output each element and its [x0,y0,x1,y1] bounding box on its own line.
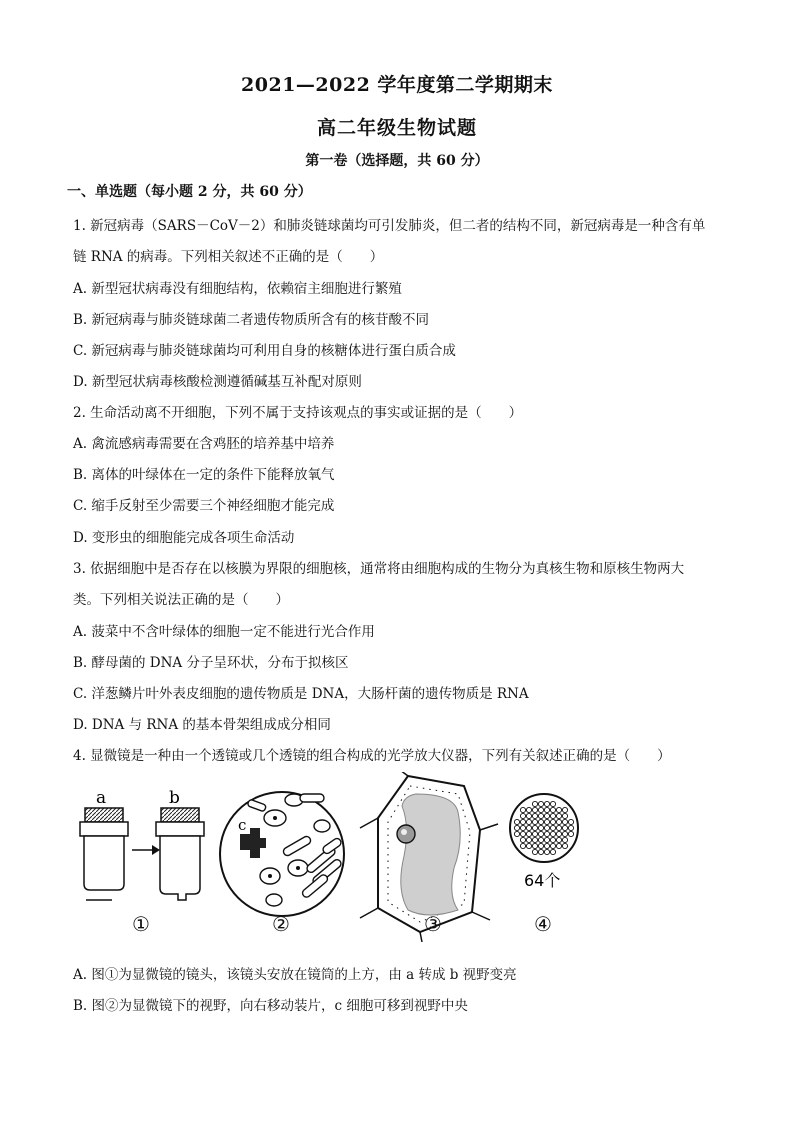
dense-cell [538,807,543,812]
dense-cell [556,837,561,842]
lens-b-ring [156,822,204,836]
dense-cell [532,801,537,806]
dense-cell [562,837,567,842]
dense-cells-panel [510,794,578,890]
dense-cell [526,843,531,848]
dense-cell [550,819,555,824]
vacuole [401,794,460,915]
q3-stem-line-1: 3. 依据细胞中是否存在以核膜为界限的细胞核，通常将由细胞构成的生物分为真核生物和原核生物两大 [73,561,685,577]
lens-a-body [84,836,124,890]
q3-option-a: A. 菠菜中不含叶绿体的细胞一定不能进行光合作用 [73,624,375,640]
dense-cell [556,819,561,824]
lens-panel [80,788,204,900]
panel-label-3: ③ [424,912,442,936]
q1-option-c: C. 新冠病毒与肺炎链球菌均可利用自身的核糖体进行蛋白质合成 [73,343,456,359]
cell-count-label: 64个 [524,871,561,890]
dense-cell [526,813,531,818]
q4-stem-line-1: 4. 显微镜是一种由一个透镜或几个透镜的组合构成的光学放大仪器，下列有关叙述正确的是（ ） [73,748,671,764]
dense-cell [538,819,543,824]
q3-option-b: B. 酵母菌的 DNA 分子呈环状，分布于拟核区 [73,655,349,671]
dense-cell [532,807,537,812]
q4-option-b: B. 图②为显微镜下的视野，向右移动装片，c 细胞可移到视野中央 [73,998,468,1014]
dense-cell [550,831,555,836]
dense-cell [538,849,543,854]
q1-option-d: D. 新型冠状病毒核酸检测遵循碱基互补配对原则 [73,374,362,390]
dense-cell [544,807,549,812]
dense-cell [532,837,537,842]
q3-option-c: C. 洋葱鳞片叶外表皮细胞的遗传物质是 DNA，大肠杆菌的遗传物质是 RNA [73,686,529,702]
dense-cell [532,831,537,836]
dense-cell [538,831,543,836]
dense-cell [556,825,561,830]
q2-option-d: D. 变形虫的细胞能完成各项生命活动 [73,530,295,546]
round-cell [314,820,330,832]
dense-cell [532,843,537,848]
dense-cell [544,813,549,818]
dense-cell [550,837,555,842]
lens-b-body [160,836,200,900]
dense-cell [532,849,537,854]
dense-cell [568,819,573,824]
dense-cell [544,825,549,830]
q3-option-d: D. DNA 与 RNA 的基本骨架组成成分相同 [73,717,331,733]
dense-cell [544,819,549,824]
panel-label-2: ② [272,912,290,936]
dense-cell [526,831,531,836]
dense-cell [526,825,531,830]
q4-option-a: A. 图①为显微镜的镜头，该镜头安放在镜筒的上方，由 a 转成 b 视野变亮 [73,967,517,983]
dense-cell [520,807,525,812]
q2-option-a: A. 禽流感病毒需要在含鸡胚的培养基中培养 [73,436,335,452]
dense-cell [514,825,519,830]
dense-cell [556,807,561,812]
dense-cell [550,849,555,854]
q1-stem-line-2: 链 RNA 的病毒。下列相关叙述不正确的是（ ） [73,249,384,265]
dense-cell [520,819,525,824]
dense-cell [538,813,543,818]
q3-stem-line-2: 类。下列相关说法正确的是（ ） [73,592,289,608]
dense-cell [520,813,525,818]
dense-cell [544,837,549,842]
lens-b-cap [161,808,199,822]
dense-cell [520,831,525,836]
lens-label-b: b [169,788,180,808]
dense-cell [550,801,555,806]
dense-cell [550,813,555,818]
panel-label-4: ④ [534,912,552,936]
lens-label-a: a [96,788,107,808]
microscope-figure [60,772,700,942]
q2-option-c: C. 缩手反射至少需要三个神经细胞才能完成 [73,498,335,514]
dense-cell [556,843,561,848]
dense-cell [562,807,567,812]
dense-cell [520,837,525,842]
dense-cell [514,831,519,836]
section-heading: 一、单选题（每小题 2 分，共 60 分） [67,184,312,200]
cell-label-c: c [238,816,247,834]
dense-cell [520,843,525,848]
dense-cell [520,825,525,830]
rod-cell [300,794,324,802]
dense-cell [544,843,549,848]
dense-cell [550,825,555,830]
dense-cell [562,825,567,830]
field-of-view-panel [220,792,344,916]
q1-option-a: A. 新型冠状病毒没有细胞结构，依赖宿主细胞进行繁殖 [73,281,402,297]
round-cell [266,894,282,906]
lens-a-cap [85,808,123,822]
dense-cell [514,819,519,824]
exam-title: 2021—2022 学年度第二学期期末 [241,74,553,96]
exam-subtitle: 高二年级生物试题 [316,117,477,139]
dense-cell [550,843,555,848]
dense-cell [538,837,543,842]
dense-cell [526,837,531,842]
q2-stem-line-1: 2. 生命活动离不开细胞，下列不属于支持该观点的事实或证据的是（ ） [73,405,523,421]
dense-cell [562,831,567,836]
dense-cell [568,825,573,830]
dense-cell [544,849,549,854]
dense-cell [526,819,531,824]
q2-option-b: B. 离体的叶绿体在一定的条件下能释放氧气 [73,467,335,483]
dense-cell [532,819,537,824]
dense-cell [526,807,531,812]
dense-cell [550,807,555,812]
dense-cell [556,813,561,818]
q1-stem-line-1: 1. 新冠病毒（SARS－CoV－2）和肺炎链球菌均可引发肺炎，但二者的结构不同，新冠病毒是一种含有单 [73,218,706,234]
panel-label-1: ① [132,912,150,936]
lens-arrow-head [152,845,160,855]
dense-cell [538,843,543,848]
dense-cell [538,801,543,806]
dense-cell [544,831,549,836]
dense-cell [538,825,543,830]
dense-cell [556,831,561,836]
q1-option-b: B. 新冠病毒与肺炎链球菌二者遗传物质所含有的核苷酸不同 [73,312,430,328]
dense-cell [532,813,537,818]
dense-cell [544,801,549,806]
dense-cell [568,831,573,836]
volume-heading: 第一卷（选择题，共 60 分） [305,153,489,169]
lens-a-ring [80,822,128,836]
dense-cell [562,843,567,848]
dense-cell [562,813,567,818]
dense-cell [532,825,537,830]
dense-cell [562,819,567,824]
